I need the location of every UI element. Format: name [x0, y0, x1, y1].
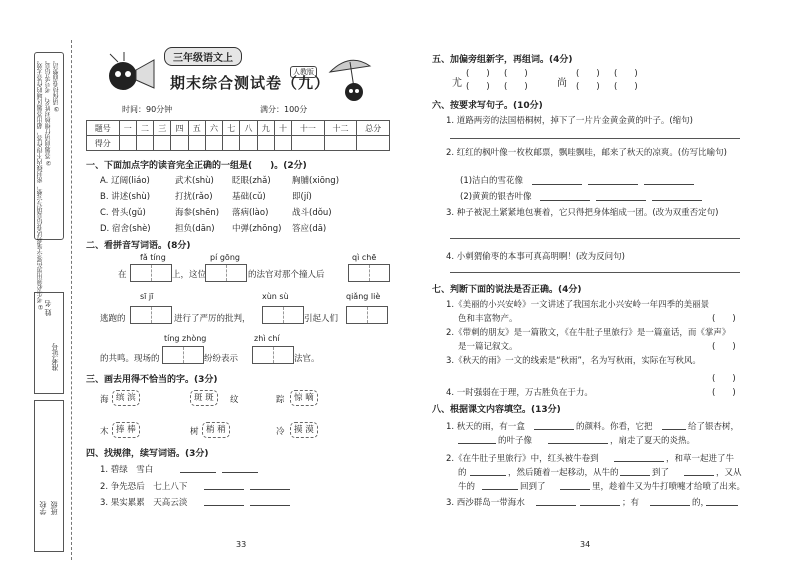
s8-text: 到了	[652, 468, 670, 478]
s8-text: 里，趁着牛又为牛打喷嚏才给喷了出来。	[592, 482, 746, 492]
blank-paren[interactable]: ( )	[614, 82, 638, 92]
answer-blank[interactable]	[250, 505, 290, 506]
blank-paren[interactable]: ( )	[466, 82, 490, 92]
edition-tag: 人教版	[290, 66, 317, 78]
option-c-2: 海参(shēn)	[175, 208, 220, 218]
answer-blank[interactable]	[662, 429, 686, 430]
s8-text: 的颜料。你看，它把	[576, 422, 653, 432]
score-cell: 二	[136, 121, 153, 136]
option-a-2: 武术(shù)	[175, 176, 214, 186]
answer-blank[interactable]	[222, 472, 258, 473]
answer-blank[interactable]	[588, 184, 638, 185]
answer-blank[interactable]	[470, 475, 506, 476]
answer-blank[interactable]	[596, 200, 646, 201]
answer-blank[interactable]	[614, 461, 664, 462]
option-d-1: D. 宿舍(shè)	[100, 224, 151, 234]
answer-blank[interactable]	[534, 429, 574, 430]
school-box[interactable]	[34, 400, 64, 552]
choice-char[interactable]: 嘀	[305, 393, 314, 403]
answer-blank[interactable]	[580, 505, 620, 506]
score-cell: 九	[257, 121, 274, 136]
mascot-umbrella-icon	[320, 52, 380, 104]
blank-paren[interactable]: ( )	[576, 69, 600, 79]
section-6-title: 六、按要求写句子。(10分)	[432, 101, 543, 111]
score-input[interactable]	[257, 136, 274, 151]
score-cell: 得分	[87, 136, 120, 151]
s8-text: ，扇走了夏天的炎热。	[610, 436, 696, 446]
answer-blank[interactable]	[650, 505, 690, 506]
answer-blank[interactable]	[180, 472, 216, 473]
choice-char[interactable]: 捧	[116, 425, 125, 435]
s8-text: 2.《在牛肚子里旅行》中，红头被牛卷到	[446, 454, 599, 464]
page-number-right: 34	[580, 540, 591, 549]
s8-text: ；有	[622, 498, 640, 508]
score-cell: 五	[188, 121, 205, 136]
answer-blank[interactable]	[250, 489, 290, 490]
id-label: 准考证号	[51, 343, 59, 371]
option-c-4: 战斗(dǒu)	[292, 208, 332, 218]
s8-text: 牛的	[458, 482, 476, 492]
s6-item-4: 4. 小刺猬偷枣的本事可真高明啊！(改为反问句)	[446, 252, 625, 262]
option-d-2: 担负(dān)	[175, 224, 215, 234]
score-input[interactable]	[240, 136, 257, 151]
score-cell: 六	[205, 121, 222, 136]
s6-item-3: 3. 种子被泥土紧紧地包裹着，它只得把身体缩成一团。(改为双重否定句)	[446, 208, 719, 218]
s7-item-4: 4. 一时强弱在于理，万古胜负在于力。	[446, 388, 593, 398]
base-char-2: 尚	[557, 78, 567, 89]
s2-text-1: 在	[118, 270, 127, 280]
s3-char: 木	[100, 427, 109, 437]
score-table	[86, 120, 390, 151]
section-8-title: 八、根据课文内容填空。(13分)	[432, 405, 561, 415]
section-3-title: 三、画去用得不恰当的字。(3分)	[86, 375, 218, 385]
s2-text-8: 纷纷表示	[204, 354, 239, 364]
pinyin-3: qì chē	[352, 253, 377, 262]
notice-box	[34, 52, 64, 310]
choice-char[interactable]: 稍	[217, 425, 226, 435]
name-label: 姓 名	[44, 300, 52, 317]
notice-line-1: ①考生必须用黑色签字笔将试卷信息填写完整，密封线内不得作答，超出答题区域的作答无效。	[37, 57, 44, 310]
pinyin-6: qiǎng liè	[346, 292, 381, 301]
judge-paren[interactable]: ( )	[712, 342, 736, 352]
answer-grid[interactable]	[346, 306, 388, 324]
full-score-label: 满分：100分	[260, 105, 308, 114]
answer-blank[interactable]	[536, 505, 576, 506]
word-choice-box[interactable]	[190, 390, 218, 406]
choice-char[interactable]: 惊	[294, 393, 303, 403]
s7-item-2b: 是一篇记叙文。	[458, 342, 518, 352]
blank-paren[interactable]: ( )	[466, 69, 490, 79]
answer-line[interactable]	[450, 138, 740, 139]
answer-line[interactable]	[450, 272, 740, 273]
choice-char[interactable]: 棒	[127, 425, 136, 435]
s8-text: ，和草一起进了牛	[666, 454, 735, 464]
section-2-title: 二、看拼音写词语。(8分)	[86, 241, 191, 251]
score-cell: 四	[171, 121, 188, 136]
pinyin-5: xùn sù	[262, 292, 289, 301]
s8-text: 1. 秋天的雨，有一盒	[446, 422, 525, 432]
s6-item-2: 2. 红红的枫叶像一枚枚邮票，飘哇飘哇，邮来了秋天的凉爽。(仿写比喻句)	[446, 148, 727, 158]
s3-char: 海	[100, 395, 109, 405]
notice-line-2: ②答题前请仔细核对姓名、考号等信息。	[45, 57, 52, 166]
grade-subject-badge: 三年级语文上	[164, 47, 242, 66]
s8-text: 给了银杏树，	[688, 422, 740, 432]
s8-text: 3. 西沙群岛一带海水	[446, 498, 525, 508]
s4-item-3: 3. 果实累累 天高云淡	[100, 498, 188, 508]
judge-paren[interactable]: ( )	[712, 388, 736, 398]
choice-char[interactable]: 漠	[305, 425, 314, 435]
section-1-title: 一、下面加点字的读音完全正确的一组是( )。(2分)	[86, 161, 307, 171]
choice-char[interactable]: 滨	[127, 393, 136, 403]
s8-text: 的，	[692, 498, 710, 508]
s8-text: ，又从	[716, 468, 742, 478]
word-choice-box[interactable]	[290, 390, 318, 406]
option-a-4: 胸脯(xiōng)	[292, 176, 340, 186]
answer-grid[interactable]	[130, 264, 172, 282]
answer-blank[interactable]	[532, 184, 582, 185]
option-d-4: 答应(dā)	[292, 224, 327, 234]
s6-item-2-2: (2)黄黄的银杏叶像	[460, 192, 532, 202]
answer-grid[interactable]	[130, 306, 172, 324]
s3-char: 树	[190, 427, 199, 437]
page-title: 期末综合测试卷（九）	[170, 74, 331, 92]
option-b-2: 打扰(rǎo)	[175, 192, 213, 202]
option-b-4: 即(jí)	[292, 192, 312, 202]
option-a-3: 眨眼(zhǎ)	[232, 176, 271, 186]
option-c-3: 落病(lào)	[232, 208, 269, 218]
answer-blank[interactable]	[548, 443, 608, 444]
option-b-3: 基础(cǔ)	[232, 192, 266, 202]
s2-text-4: 逃跑的	[100, 314, 126, 324]
score-cell: 十	[274, 121, 291, 136]
word-choice-box[interactable]	[112, 422, 140, 438]
answer-blank[interactable]	[204, 505, 244, 506]
score-cell: 七	[223, 121, 240, 136]
score-input[interactable]	[188, 136, 205, 151]
word-choice-box[interactable]	[202, 422, 230, 438]
answer-grid[interactable]	[348, 264, 390, 282]
score-cell: 总分	[357, 121, 390, 136]
answer-grid[interactable]	[262, 306, 304, 324]
option-c-1: C. 骨头(gǔ)	[100, 208, 146, 218]
answer-grid[interactable]	[252, 346, 294, 364]
score-cell: 十二	[324, 121, 357, 136]
answer-blank[interactable]	[620, 475, 650, 476]
score-input[interactable]	[205, 136, 222, 151]
score-value-row	[87, 136, 390, 151]
s8-text: 回到了	[520, 482, 546, 492]
choice-char[interactable]: 斑	[194, 393, 203, 403]
s3-char: 冷	[276, 427, 285, 437]
s2-text-5: 进行了严厉的批判，	[174, 314, 251, 324]
notice-line-3: ③请保持卷面整洁。	[53, 57, 60, 112]
judge-paren[interactable]: ( )	[712, 374, 736, 384]
score-input[interactable]	[136, 136, 153, 151]
score-input[interactable]	[154, 136, 171, 151]
score-input[interactable]	[119, 136, 136, 151]
s2-text-6: 引起人们	[304, 314, 339, 324]
pinyin-8: zhì chí	[254, 334, 280, 343]
mascot-megaphone-icon	[98, 48, 158, 98]
score-header-row	[87, 121, 390, 136]
s6-item-1: 1. 道路两旁的法国梧桐树，掉下了一片片金黄金黄的叶子。(缩句)	[446, 116, 693, 126]
s2-text-7: 的共鸣。现场的	[100, 354, 160, 364]
class-label: 班级	[50, 501, 58, 515]
binding-margin	[0, 0, 78, 574]
answer-grid[interactable]	[205, 264, 247, 282]
id-box[interactable]	[34, 292, 64, 394]
choice-char[interactable]: 缤	[116, 393, 125, 403]
s3-char: 踪	[276, 395, 285, 405]
pinyin-7: tíng zhòng	[164, 334, 207, 343]
answer-blank[interactable]	[540, 200, 590, 201]
score-input[interactable]	[292, 136, 325, 151]
score-input[interactable]	[223, 136, 240, 151]
option-a-1: A. 辽阔(liáo)	[100, 176, 150, 186]
s7-item-1b: 色和丰富物产。	[458, 314, 518, 324]
s4-item-2: 2. 争先恐后 七上八下	[100, 482, 188, 492]
answer-blank[interactable]	[560, 489, 590, 490]
s4-item-1: 1. 碧绿 雪白	[100, 465, 154, 475]
section-4-title: 四、找规律，续写词语。(3分)	[86, 449, 209, 459]
answer-blank[interactable]	[482, 489, 518, 490]
score-input[interactable]	[274, 136, 291, 151]
answer-blank[interactable]	[652, 200, 702, 201]
school-label: 学校	[39, 501, 47, 515]
s7-item-1: 1.《美丽的小兴安岭》一文讲述了我国东北小兴安岭一年四季的美丽景	[446, 300, 710, 310]
judge-paren[interactable]: ( )	[712, 314, 736, 324]
blank-paren[interactable]: ( )	[614, 69, 638, 79]
answer-blank[interactable]	[644, 184, 694, 185]
score-cell: 题号	[87, 121, 120, 136]
s7-item-3: 3.《秋天的雨》一文的线索是“秋雨”，名为写秋雨，实际在写秋风。	[446, 356, 701, 366]
s8-text: 的叶子像	[498, 436, 533, 446]
answer-blank[interactable]	[458, 443, 496, 444]
s7-item-2: 2.《带刺的朋友》是一篇散文，《在牛肚子里旅行》是一篇童话，而《掌声》	[446, 328, 731, 338]
answer-blank[interactable]	[706, 505, 738, 506]
pinyin-2: pí gōng	[210, 253, 240, 262]
s8-text: 的	[458, 468, 467, 478]
score-cell: 八	[240, 121, 257, 136]
answer-grid[interactable]	[162, 346, 204, 364]
time-label: 时间：90分钟	[122, 105, 173, 114]
section-5-title: 五、加偏旁组新字，再组词。(4分)	[432, 55, 573, 65]
s2-text-2: 上，这位	[172, 270, 207, 280]
base-char-1: 尤	[452, 78, 462, 89]
option-d-3: 中弹(zhōng)	[232, 224, 282, 234]
s2-text-3: 的法官对那个撞人后	[248, 270, 325, 280]
choice-char[interactable]: 梢	[206, 425, 215, 435]
score-input[interactable]	[324, 136, 357, 151]
score-cell: 十一	[292, 121, 325, 136]
s3-char: 纹	[230, 395, 239, 405]
word-choice-box[interactable]	[112, 390, 140, 406]
blank-paren[interactable]: ( )	[576, 82, 600, 92]
seal-line	[71, 40, 72, 560]
answer-line[interactable]	[450, 238, 740, 239]
blank-paren[interactable]: ( )	[504, 82, 528, 92]
s8-text: ，然后随着一起移动，从牛的	[508, 468, 619, 478]
pinyin-1: fǎ tíng	[140, 253, 166, 262]
word-choice-box[interactable]	[290, 422, 318, 438]
blank-paren[interactable]: ( )	[504, 69, 528, 79]
score-cell: 三	[154, 121, 171, 136]
section-7-title: 七、判断下面的说法是否正确。(4分)	[432, 285, 582, 295]
pinyin-4: sī jī	[140, 292, 154, 301]
option-b-1: B. 讲述(shù)	[100, 192, 151, 202]
answer-blank[interactable]	[204, 489, 244, 490]
score-cell: 一	[119, 121, 136, 136]
page-number-left: 33	[236, 540, 247, 549]
s6-item-2-1: (1)洁白的雪花像	[460, 176, 524, 186]
score-input[interactable]	[357, 136, 390, 151]
answer-blank[interactable]	[684, 475, 714, 476]
score-input[interactable]	[171, 136, 188, 151]
s2-text-9: 法官。	[294, 354, 320, 364]
choice-char[interactable]: 斑	[205, 393, 214, 403]
choice-char[interactable]: 摸	[294, 425, 303, 435]
